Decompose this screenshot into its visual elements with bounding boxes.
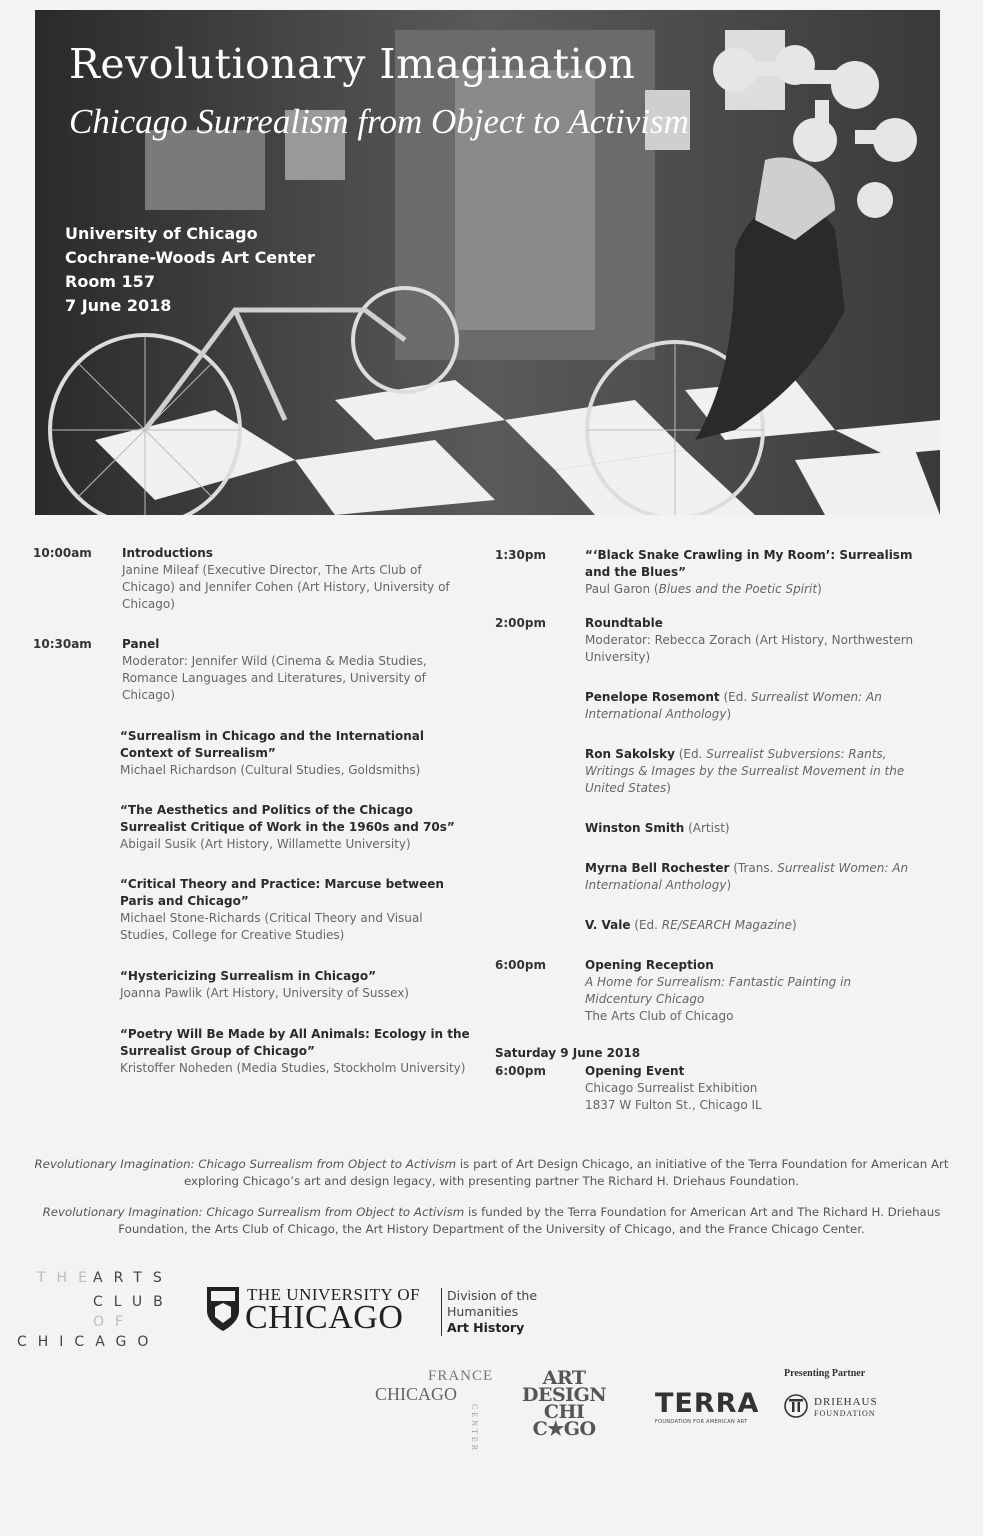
talk (120, 876, 470, 944)
talk (120, 802, 470, 853)
item-title: Opening Event (585, 1064, 685, 1078)
talk-title: “Poetry Will Be Made by All Animals: Ecology in the Surrealist Group of Chicago” (120, 1027, 470, 1058)
talk-speaker: Joanna Pawlik (Art History, University of Sussex) (120, 986, 409, 1000)
driehaus-pillar-icon (784, 1394, 808, 1418)
schedule-left (33, 545, 473, 1105)
time-label: 10:30am (33, 637, 92, 651)
item-title: “‘Black Snake Crawling in My Room’: Surrealism and the Blues” (585, 548, 913, 579)
venue-building: Cochrane-Woods Art Center (65, 248, 315, 267)
item-place: The Arts Club of Chicago (585, 1009, 734, 1023)
item-title: Introductions (122, 546, 213, 560)
uchicago-shield-icon (205, 1285, 241, 1333)
venue-date: 7 June 2018 (65, 296, 172, 315)
item-address: 1837 W Fulton St., Chicago IL (585, 1098, 762, 1112)
art-design-chicago-logo: ART DESIGN CHI C★GO (522, 1367, 607, 1440)
talk (120, 1026, 470, 1077)
sponsor-note: Revolutionary Imagination: Chicago Surrealism from Object to Activism is part of Art Design Chicago, an initiative of the Terra Foundation for American Art exploring Chicago’s art and design legacy, with presenting partner The Richard H. Driehaus Foundation. (34, 1157, 949, 1188)
panelist: Winston Smith (Artist) (585, 821, 730, 835)
funding-note: Revolutionary Imagination: Chicago Surrealism from Object to Activism is funded by the Terra Foundation for American Art and The Richard H. Driehaus Foundation, the Arts Club of Chicago, the Art History Department of the University of Chicago, and the France Chicago Center. (42, 1205, 941, 1236)
talk-speaker: Michael Richardson (Cultural Studies, Goldsmiths) (120, 763, 421, 777)
talk-title: “Critical Theory and Practice: Marcuse between Paris and Chicago” (120, 877, 444, 908)
time-label: 2:00pm (495, 616, 546, 630)
time-label: 6:00pm (495, 1064, 546, 1078)
day-heading: Saturday 9 June 2018 (495, 1046, 641, 1060)
talk-speaker: Michael Stone-Richards (Critical Theory and Visual Studies, College for Creative Studies) (120, 911, 423, 942)
item-title: Opening Reception (585, 958, 714, 972)
talk-title: “Surrealism in Chicago and the International Context of Surrealism” (120, 729, 425, 760)
panelist: Penelope Rosemont (Ed. Surrealist Women: An International Anthology) (585, 690, 882, 721)
talk (120, 728, 470, 779)
panelist: V. Vale (Ed. RE/SEARCH Magazine) (585, 918, 797, 932)
hero-photo (35, 10, 940, 515)
venue-university: University of Chicago (65, 224, 258, 243)
time-label: 10:00am (33, 546, 92, 560)
arts-club-logo: THE ARTS CLUB OF CHICAGO (17, 1270, 174, 1350)
item-exhibition: A Home for Surrealism: Fantastic Painting in Midcentury Chicago (585, 975, 852, 1006)
time-label: 1:30pm (495, 548, 546, 562)
event-title: Revolutionary Imagination (69, 40, 636, 88)
talk-speaker: Kristoffer Noheden (Media Studies, Stockholm University) (120, 1061, 466, 1075)
terra-foundation-logo: TERRA FOUNDATION FOR AMERICAN ART (655, 1388, 760, 1425)
item-speaker: Paul Garon (Blues and the Poetic Spirit) (585, 582, 822, 596)
panelist: Ron Sakolsky (Ed. Surrealist Subversions: Rants, Writings & Images by the Surrealist Movement in the United States) (585, 747, 905, 795)
time-label: 6:00pm (495, 958, 546, 972)
talk (120, 968, 470, 1002)
schedule-right (495, 547, 940, 1127)
item-title: Roundtable (585, 616, 663, 630)
venue-block (65, 222, 315, 318)
division-label: Division of the Humanities Art History (441, 1288, 537, 1336)
item-description: Moderator: Jennifer Wild (Cinema & Media Studies, Romance Languages and Literatures, University of Chicago) (122, 654, 427, 702)
item-description: Moderator: Rebecca Zorach (Art History, Northwestern University) (585, 633, 914, 664)
item-description: Janine Mileaf (Executive Director, The Arts Club of Chicago) and Jennifer Cohen (Art History, University of Chicago) (122, 563, 450, 611)
item-line: Chicago Surrealist Exhibition (585, 1081, 758, 1095)
talk-title: “Hystericizing Surrealism in Chicago” (120, 969, 376, 983)
venue-room: Room 157 (65, 272, 155, 291)
talk-speaker: Abigail Susik (Art History, Willamette University) (120, 837, 411, 851)
item-title: Panel (122, 637, 160, 651)
panelist: Myrna Bell Rochester (Trans. Surrealist Women: An International Anthology) (585, 861, 909, 892)
event-subtitle: Chicago Surrealism from Object to Activism (69, 102, 689, 141)
talk-title: “The Aesthetics and Politics of the Chicago Surrealist Critique of Work in the 1960s and 70s” (120, 803, 455, 834)
